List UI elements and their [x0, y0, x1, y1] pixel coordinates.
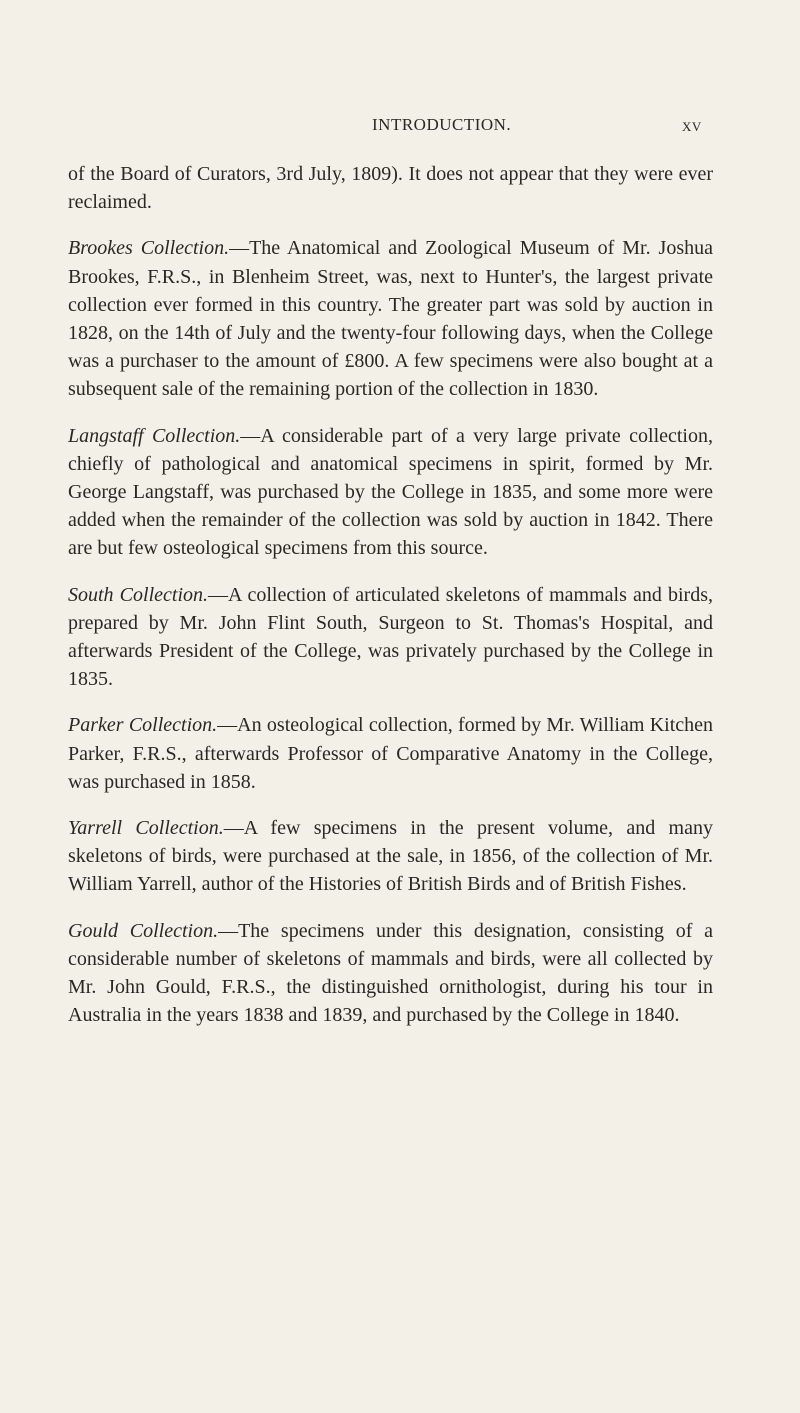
body-text [68, 160, 713, 1047]
paragraph-south-collection: South Collection.—A collection of articulated skeletons of mammals and birds, prepared by Mr. John Flint South, Surgeon to St. Thomas's Hospital, and afterwards President of the College, was privately purchased by the College in 1835. [68, 583, 713, 691]
paragraph-text: The Anatomical and Zoological Museum of Mr. Joshua Brookes, F.R.S., in Blenheim Street, was, next to Hunter's, the largest private collection ever formed in this country. The greater part was sold by auction in 1828, on the 14th of July and the twenty-four following days, when the College was a purchaser to the amount of £800. A few specimens were also bought at a subsequent sale of the remaining portion of the collection in 1830. [68, 237, 713, 401]
paragraph-text: A considerable part of a very large private collection, chiefly of pathological and anatomical specimens in spirit, formed by Mr. George Langstaff, was purchased by the College in 1835, and some more were added when the remainder of the collection was sold by auction in 1842. There are but few osteological specimens from this source. [68, 424, 713, 560]
section-heading: South Collection. [68, 583, 209, 606]
page-number: xv [682, 115, 702, 135]
running-title: INTRODUCTION. [372, 115, 512, 134]
section-heading: Brookes Collection. [68, 237, 230, 260]
paragraph-yarrell-collection: Yarrell Collection.—A few specimens in the present volume, and many skeletons of birds, were purchased at the sale, in 1856, of the collection of Mr. William Yarrell, author of the Histories of British Birds and of British Fishes. [68, 817, 713, 896]
paragraph-text: An osteological collection, formed by Mr. William Kitchen Parker, F.R.S., afterwards Professor of Comparative Anatomy in the College, was purchased in 1858. [68, 714, 713, 793]
running-head [0, 115, 800, 139]
paragraph-langstaff-collection: Langstaff Collection.—A considerable part of a very large private collection, chiefly of pathological and anatomical specimens in spirit, formed by Mr. George Langstaff, was purchased by the College in 1835, and some more were added when the remainder of the collection was sold by auction in 1842. There are but few osteological specimens from this source. [68, 424, 713, 560]
paragraph-brookes-collection: Brookes Collection.—The Anatomical and Zoological Museum of Mr. Joshua Brookes, F.R.S., in Blenheim Street, was, next to Hunter's, the largest private collection ever formed in this country. The greater part was sold by auction in 1828, on the 14th of July and the twenty-four following days, when the College was a purchaser to the amount of £800. A few specimens were also bought at a subsequent sale of the remaining portion of the collection in 1830. [68, 237, 713, 401]
section-heading: Yarrell Collection. [68, 817, 224, 840]
paragraph-text: A collection of articulated skeletons of mammals and birds, prepared by Mr. John Flint South, Surgeon to St. Thomas's Hospital, and afterwards President of the College, was privately purchased by the College in 1835. [68, 583, 713, 691]
section-heading: Langstaff Collection. [68, 424, 241, 447]
paragraph-text: of the Board of Curators, 3rd July, 1809). It does not appear that they were ever reclaimed. [68, 163, 713, 214]
paragraph-parker-collection: Parker Collection.—An osteological collection, formed by Mr. William Kitchen Parker, F.R.S., afterwards Professor of Comparative Anatomy in the College, was purchased in 1858. [68, 714, 713, 793]
paragraph-continuation [68, 160, 713, 216]
section-heading: Gould Collection. [68, 919, 219, 942]
section-heading: Parker Collection. [68, 714, 218, 737]
paragraph-text: The specimens under this designation, consisting of a considerable number of skeletons of mammals and birds, were all collected by Mr. John Gould, F.R.S., the distinguished ornithologist, during his tour in Australia in the years 1838 and 1839, and purchased by the College in 1840. [68, 919, 713, 1027]
paragraph-gould-collection: Gould Collection.—The specimens under this designation, consisting of a considerable number of skeletons of mammals and birds, were all collected by Mr. John Gould, F.R.S., the distinguished ornithologist, during his tour in Australia in the years 1838 and 1839, and purchased by the College in 1840. [68, 919, 713, 1027]
paragraph-text: A few specimens in the present volume, and many skeletons of birds, were purchased at the sale, in 1856, of the collection of Mr. William Yarrell, author of the Histories of British Birds and of British Fishes. [68, 817, 713, 896]
